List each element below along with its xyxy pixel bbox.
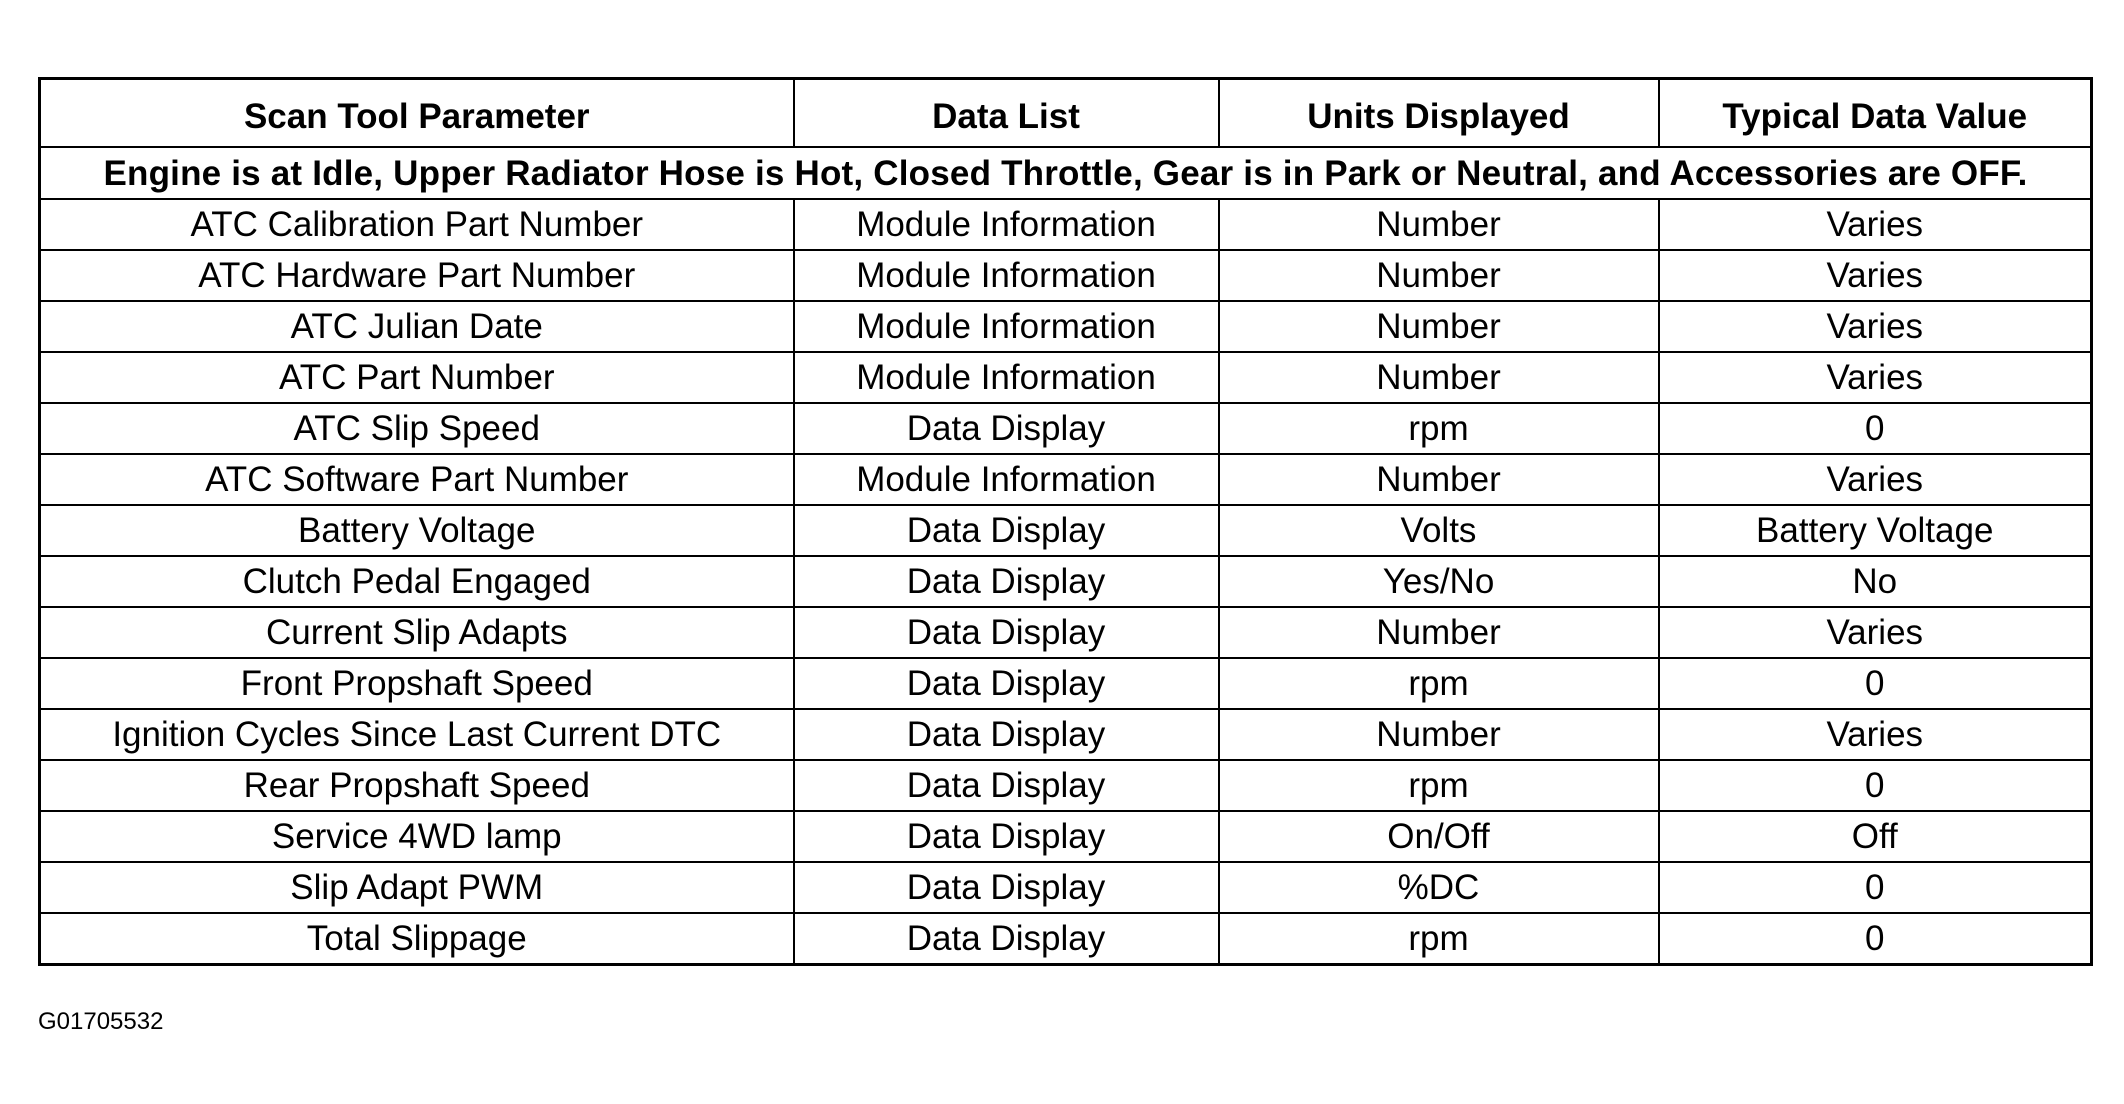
units-cell: %DC (1219, 862, 1659, 913)
data-list-cell: Data Display (794, 709, 1219, 760)
data-list-cell: Module Information (794, 250, 1219, 301)
data-list-cell: Module Information (794, 454, 1219, 505)
data-list-cell: Module Information (794, 301, 1219, 352)
data-list-cell: Module Information (794, 352, 1219, 403)
table-row (40, 913, 2092, 965)
data-list-cell: Data Display (794, 403, 1219, 454)
parameter-cell: Clutch Pedal Engaged (40, 556, 794, 607)
units-cell: Number (1219, 199, 1659, 250)
typical-value-cell: Varies (1659, 250, 2092, 301)
header-typical-data-value: Typical Data Value (1659, 79, 2092, 148)
data-list-cell: Data Display (794, 862, 1219, 913)
header-data-list: Data List (794, 79, 1219, 148)
table-row (40, 403, 2092, 454)
typical-value-cell: 0 (1659, 913, 2092, 965)
parameter-cell: Battery Voltage (40, 505, 794, 556)
typical-value-cell: No (1659, 556, 2092, 607)
scan-tool-data-table (38, 77, 2093, 966)
units-cell: Number (1219, 607, 1659, 658)
parameter-cell: ATC Software Part Number (40, 454, 794, 505)
table-row (40, 505, 2092, 556)
header-row (40, 79, 2092, 148)
table-row (40, 811, 2092, 862)
parameter-cell: ATC Calibration Part Number (40, 199, 794, 250)
units-cell: Number (1219, 352, 1659, 403)
parameter-cell: ATC Slip Speed (40, 403, 794, 454)
parameter-cell: Service 4WD lamp (40, 811, 794, 862)
parameter-cell: Current Slip Adapts (40, 607, 794, 658)
typical-value-cell: 0 (1659, 658, 2092, 709)
typical-value-cell: 0 (1659, 760, 2092, 811)
typical-value-cell: Varies (1659, 199, 2092, 250)
units-cell: rpm (1219, 760, 1659, 811)
data-list-cell: Data Display (794, 607, 1219, 658)
parameter-cell: ATC Hardware Part Number (40, 250, 794, 301)
parameter-cell: Slip Adapt PWM (40, 862, 794, 913)
data-list-cell: Data Display (794, 658, 1219, 709)
table-row (40, 556, 2092, 607)
units-cell: rpm (1219, 913, 1659, 965)
table-row (40, 301, 2092, 352)
typical-value-cell: Varies (1659, 352, 2092, 403)
typical-value-cell: Varies (1659, 607, 2092, 658)
typical-value-cell: Off (1659, 811, 2092, 862)
condition-row (40, 147, 2092, 199)
table-row (40, 454, 2092, 505)
typical-value-cell: Varies (1659, 709, 2092, 760)
typical-value-cell: 0 (1659, 862, 2092, 913)
parameter-cell: Rear Propshaft Speed (40, 760, 794, 811)
data-list-cell: Data Display (794, 556, 1219, 607)
table-row (40, 658, 2092, 709)
typical-value-cell: Varies (1659, 301, 2092, 352)
units-cell: On/Off (1219, 811, 1659, 862)
table-row (40, 607, 2092, 658)
typical-value-cell: Battery Voltage (1659, 505, 2092, 556)
table-row (40, 709, 2092, 760)
table-row (40, 352, 2092, 403)
operating-condition: Engine is at Idle, Upper Radiator Hose is Hot, Closed Throttle, Gear is in Park or Neutral, and Accessories are OFF. (40, 147, 2092, 199)
header-units-displayed: Units Displayed (1219, 79, 1659, 148)
units-cell: Yes/No (1219, 556, 1659, 607)
parameter-cell: ATC Julian Date (40, 301, 794, 352)
units-cell: Volts (1219, 505, 1659, 556)
data-list-cell: Data Display (794, 913, 1219, 965)
parameter-cell: Ignition Cycles Since Last Current DTC (40, 709, 794, 760)
typical-value-cell: Varies (1659, 454, 2092, 505)
figure-id: G01705532 (38, 1008, 164, 1035)
data-list-cell: Module Information (794, 199, 1219, 250)
units-cell: rpm (1219, 658, 1659, 709)
parameter-cell: ATC Part Number (40, 352, 794, 403)
table-row (40, 199, 2092, 250)
typical-value-cell: 0 (1659, 403, 2092, 454)
table-row (40, 250, 2092, 301)
units-cell: Number (1219, 301, 1659, 352)
units-cell: Number (1219, 454, 1659, 505)
units-cell: Number (1219, 709, 1659, 760)
header-scan-tool-parameter: Scan Tool Parameter (40, 79, 794, 148)
units-cell: Number (1219, 250, 1659, 301)
data-list-cell: Data Display (794, 811, 1219, 862)
parameter-cell: Front Propshaft Speed (40, 658, 794, 709)
units-cell: rpm (1219, 403, 1659, 454)
parameter-cell: Total Slippage (40, 913, 794, 965)
table-row (40, 760, 2092, 811)
data-list-cell: Data Display (794, 505, 1219, 556)
table-row (40, 862, 2092, 913)
data-list-cell: Data Display (794, 760, 1219, 811)
